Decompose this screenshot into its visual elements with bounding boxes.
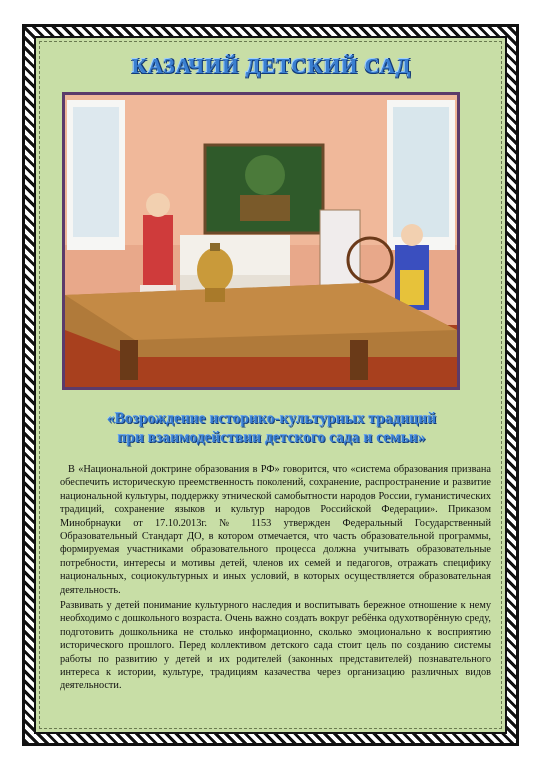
- paragraph-1: В «Национальной доктрине образования в РФ» говорится, что «система образования призвана обеспечить историческую преемственность поколений, сохранение, распространение и развитие национальной культуры, поддержку этнической самобытности народов России, гуманистических традиций, сохранение языков и культур народов Российской Федерации». Приказом Минобрнауки от 17.10.2013г. № 1153 утвержден Федеральный Государственный Образовательный Стандарт ДО, в котором отмечается, что часть образовательной программы, формируемая участниками образовательного процесса должна учитывать образовательные потребности, интересы и мотивы детей, членов их семей и педагогов, отражать специфику национальных, социокультурных и иных условий, в которых осуществляется образовательная деятельность.: [60, 464, 491, 596]
- section-subtitle: [60, 409, 483, 447]
- subtitle-line-1: «Возрождение историко-культурных традиций: [106, 410, 437, 427]
- paragraph-2: Развивать у детей понимание культурного наследия и воспитывать бережное отношение к нему необходимо с дошкольного возраста. Очень важно создать вокруг ребёнка одухотворённую среду, подготовить дошкольника не столько информационно, сколько эмоционально к восприятию исторического прошлого. Перед коллективом детского сада стоит цель по созданию системы работы по развитию у детей и их родителей (законных представителей) познавательного интереса к истории, культуре, традициям казачества через организацию различных видов деятельности.: [60, 600, 491, 692]
- room-photo-illustration: [65, 95, 457, 387]
- subtitle-line-2: при взаимодействии детского сада и семьи»: [117, 429, 426, 446]
- page-title: КАЗАЧИЙ ДЕТСКИЙ САД: [131, 54, 412, 78]
- room-photo: [62, 92, 460, 390]
